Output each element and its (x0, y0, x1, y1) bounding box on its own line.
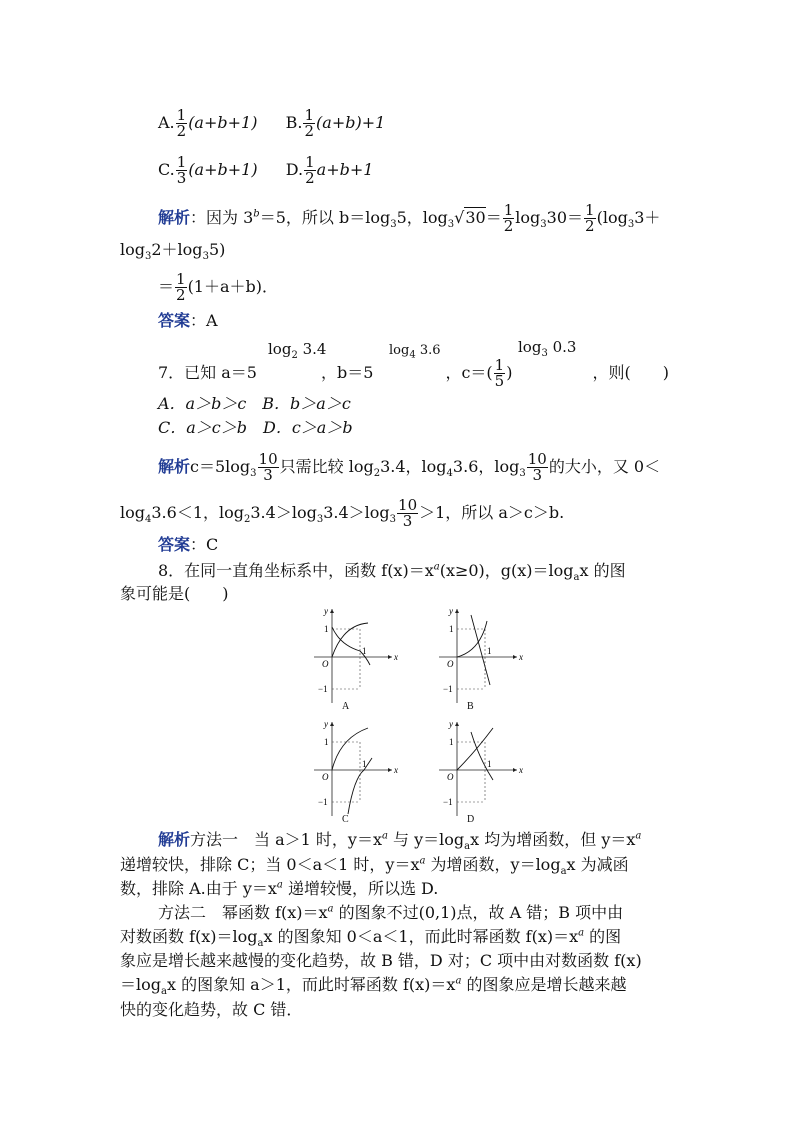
q6-option-row-1 (158, 108, 385, 139)
analysis-label: 解析 (158, 830, 191, 849)
q7-exponent-c: $\log_3 0.3$ (518, 338, 577, 359)
q8-method2-line-2: 对数函数 $f(x)=\log_ax$ 的图象知 0＜a＜1，而此时幂函数 $f(x)=x^a$ 的图 (120, 927, 622, 950)
q7-options-row-1: A．a＞b＞c B．b＞a＞c (158, 394, 351, 413)
graph-caption: C (342, 814, 349, 825)
q8-method2-line-5: 快的变化趋势，故 C 错． (120, 1000, 303, 1019)
x-axis-arrow (513, 655, 517, 659)
tick-label-y1: 1 (324, 737, 329, 747)
graph-b (435, 605, 525, 719)
y-axis-label: y (324, 719, 328, 729)
q7-analysis-line-1: 解析$c=5\log_3$ $\frac{10}{3}$ 只需比较 $\log_23.4$，$\log_43.6$，$\log_3$ $\frac{10}{3}$ 的大小，又 0＜ (158, 450, 661, 484)
graph-d (435, 718, 525, 832)
x-axis-label: x (394, 652, 398, 662)
origin-label: O (447, 659, 454, 669)
tick-label-y1: 1 (324, 624, 329, 634)
y-axis-arrow (330, 722, 334, 726)
y-axis-label: y (449, 719, 453, 729)
origin-label: O (322, 659, 329, 669)
option-a-fraction: $\frac{1}{2}$ (176, 106, 187, 140)
graph-svg (310, 718, 400, 828)
analysis-label: 解析 (158, 208, 191, 227)
tick-label-x1: 1 (487, 646, 492, 656)
analysis-label: 解析 (158, 457, 191, 476)
x-axis-label: x (519, 765, 523, 775)
graph-a (310, 605, 400, 719)
curve-2 (471, 732, 493, 780)
q7-exponent-a: $\log_2 3.4$ (268, 340, 327, 361)
answer-value: ：C (190, 535, 219, 554)
q7-exponent-b: $\log_4 3.6$ (389, 343, 441, 361)
tick-label-ym1: −1 (318, 797, 328, 807)
tick-label-ym1: −1 (443, 684, 453, 694)
q8-method2-line-3: 象应是增长越来越慢的变化趋势，故 B 错，D 对；C 项中由对数函数 f(x) (120, 951, 642, 970)
tick-label-x1: 1 (362, 759, 367, 769)
q8-method1-line-3: 数，排除 A.由于 $y=x^a$ 递增较慢，所以选 D. (120, 879, 439, 898)
x-axis-arrow (513, 768, 517, 772)
q7-stem: 7．已知 a＝5 ，b＝5 ，c＝( $\frac{1}{5}$ ) ，则( ) (158, 356, 669, 390)
option-c-fraction: $\frac{1}{3}$ (176, 153, 187, 187)
q8-stem-line-2: 象可能是( ) (120, 584, 229, 603)
graph-svg (310, 605, 400, 715)
q7-options-row-2: C．a＞c＞b D．c＞a＞b (158, 418, 353, 437)
origin-label: O (322, 772, 329, 782)
tick-label-ym1: −1 (443, 797, 453, 807)
y-axis-arrow (330, 609, 334, 613)
origin-label: O (447, 772, 454, 782)
option-d-text: a+b+1 (316, 160, 374, 179)
q6-option-row-2 (158, 155, 373, 186)
tick-label-x1: 1 (362, 646, 367, 656)
tick-label-y1: 1 (449, 624, 454, 634)
option-c-label: C. (158, 160, 175, 179)
x-axis-arrow (388, 768, 392, 772)
q8-method2-line-4: $=\log_ax$ 的图象知 a＞1，而此时幂函数 $f(x)=x^a$ 的图象应是增长越来越 (120, 975, 627, 998)
q8-method2-line-1: 方法二 幂函数 $f(x)=x^a$ 的图象不过(0,1)点，故 A 错；B 项中由 (158, 903, 624, 922)
q7-answer (158, 535, 218, 555)
q6-answer (158, 311, 218, 331)
q6-analysis-line-2: $\log_32+\log_35$) (120, 240, 226, 263)
q7-analysis-line-2: $\log_43.6<1$，$\log_23.4>\log_33.4>\log_3$ $\frac{10}{3}$ ＞1，所以 a＞c＞b. (120, 496, 565, 530)
option-b-fraction: $\frac{1}{2}$ (304, 106, 315, 140)
option-c-text: (a+b+1) (188, 160, 258, 179)
y-axis-arrow (455, 609, 459, 613)
y-axis-arrow (455, 722, 459, 726)
curve-1 (457, 621, 487, 657)
graph-caption: D (467, 814, 475, 825)
tick-label-x1: 1 (487, 759, 492, 769)
q8-method1-line-2: 递增较快，排除 C；当 0＜a＜1 时，$y=x^a$ 为增函数，$y=\log_ax$ 为减函 (120, 855, 629, 878)
y-axis-label: y (449, 606, 453, 616)
answer-value: ：A (190, 311, 218, 330)
tick-label-y1: 1 (449, 737, 454, 747)
answer-label: 答案 (158, 311, 191, 330)
y-axis-label: y (324, 606, 328, 616)
graph-caption: A (342, 701, 350, 712)
x-axis-label: x (394, 765, 398, 775)
tick-label-ym1: −1 (318, 684, 328, 694)
option-b-text: (a+b)+1 (316, 113, 386, 132)
sqrt-value: 30 (465, 208, 486, 227)
q8-stem-line-1: 8．在同一直角坐标系中，函数 $f(x)=x^a(x\ge 0)$，$g(x)=\log_ax$ 的图 (158, 561, 626, 584)
option-a-text: (a+b+1) (188, 113, 258, 132)
graph-svg (435, 605, 525, 715)
q6-analysis-line-1: 解析：因为 $3^b=5$，所以 $b=\log_35$，$\log_3√30=$ $\frac{1}{2}$ $\log_330=$ $\frac{1}{2}$ ($\log_33+$ (158, 201, 661, 235)
x-axis-arrow (388, 655, 392, 659)
option-b-label: B. (285, 113, 303, 132)
answer-label: 答案 (158, 535, 191, 554)
graph-caption: B (467, 701, 474, 712)
option-d-label: D. (285, 160, 304, 179)
graph-svg (435, 718, 525, 828)
q8-method1-line-1: 解析方法一 当 a＞1 时，$y=x^a$ 与 $y=\log_ax$ 均为增函数，但 $y=x^a$ (158, 830, 642, 853)
q6-analysis-line-3: ＝ $\frac{1}{2}$ (1＋a＋b)． (158, 270, 279, 304)
option-d-fraction: $\frac{1}{2}$ (305, 153, 315, 187)
option-a-label: A. (158, 113, 175, 132)
graph-c (310, 718, 400, 832)
x-axis-label: x (519, 652, 523, 662)
